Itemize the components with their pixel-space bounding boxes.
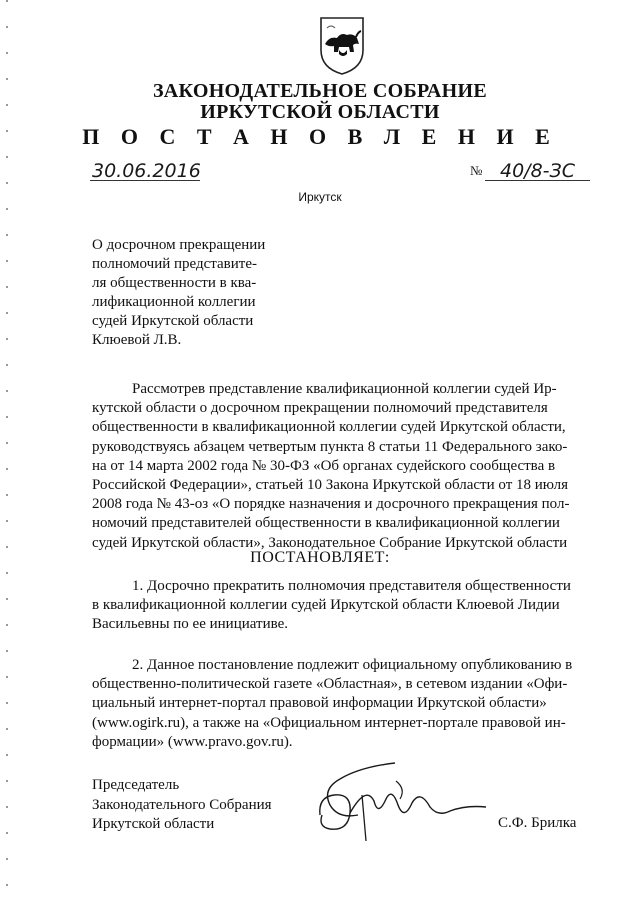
number-underline <box>485 180 590 181</box>
text-line: Российской Федерации», статьей 10 Закона Иркутской области от 18 июля <box>92 477 568 494</box>
text-line: на от 14 марта 2002 года № 30-ФЗ «Об органах судейского сообщества в <box>92 457 556 474</box>
signer-name: С.Ф. Брилка <box>498 815 577 831</box>
city: Иркутск <box>298 190 342 204</box>
signer-line: Председатель <box>92 777 180 793</box>
decree-heading: ПОСТАНОВЛЯЕТ: <box>250 549 390 566</box>
text-line: номочий представителей общественности в квалификационной коллегии <box>92 515 560 532</box>
handwritten-signature <box>300 755 490 855</box>
text-line: в квалификационной коллегии судей Иркутской области Клюевой Лидии <box>92 597 560 614</box>
text-line: 1. Досрочно прекратить полномочия представителя общественности <box>132 578 571 594</box>
subject-line: лификационной коллегии <box>92 294 256 310</box>
text-line: Рассмотрев представление квалификационной коллегии судей Ир- <box>132 381 557 397</box>
document-number: 40/8-ЗС <box>500 160 575 182</box>
subject-line: ля общественности в ква- <box>92 275 257 291</box>
text-line: (www.ogirk.ru), а также на «Официальном интернет-портале правовой ин- <box>92 714 566 731</box>
signer-title <box>92 776 272 835</box>
org-name-line-2: ИРКУТСКОЙ ОБЛАСТИ <box>200 101 440 123</box>
item-2-paragraph <box>92 656 580 752</box>
preamble-paragraph <box>92 380 580 553</box>
text-line: Васильевны по ее инициативе. <box>92 616 289 633</box>
text-line: 2008 года № 43-оз «О порядке назначения и досрочного прекращения пол- <box>92 496 570 513</box>
document-type: П О С Т А Н О В Л Е Н И Е <box>82 124 558 149</box>
org-name-line-1: ЗАКОНОДАТЕЛЬНОЕ СОБРАНИЕ <box>152 80 488 102</box>
subject-block <box>92 236 280 350</box>
subject-line: судей Иркутской области <box>92 313 254 329</box>
coat-of-arms-icon <box>317 14 367 76</box>
number-label: № <box>470 163 483 178</box>
text-line: общественности в квалификационной коллегии судей Иркутской области, <box>92 419 566 436</box>
text-line: формации» (www.pravo.gov.ru). <box>92 733 293 750</box>
text-line: кутской области о досрочном прекращении полномочий представителя <box>92 400 548 417</box>
document-date: 30.06.2016 <box>92 160 201 182</box>
item-1-paragraph <box>92 577 580 635</box>
date-underline <box>90 180 200 181</box>
text-line: циальный интернет-портал правовой информации Иркутской области» <box>92 695 547 712</box>
subject-line: О досрочном прекращении <box>92 237 266 253</box>
text-line: общественно-политической газете «Областная», в сетевом издании «Офи- <box>92 676 568 693</box>
text-line: руководствуясь абзацем четвертым пункта 8 статьи 11 Федерального зако- <box>92 438 568 455</box>
text-line: судей Иркутской области», Законодательное Собрание Иркутской области <box>92 534 568 551</box>
subject-line: Клюевой Л.В. <box>92 332 182 348</box>
signer-line: Иркутской области <box>92 816 215 832</box>
signer-line: Законодательного Собрания <box>92 796 272 813</box>
text-line: 2. Данное постановление подлежит официальному опубликованию в <box>132 657 573 673</box>
subject-line: полномочий представите- <box>92 256 257 272</box>
